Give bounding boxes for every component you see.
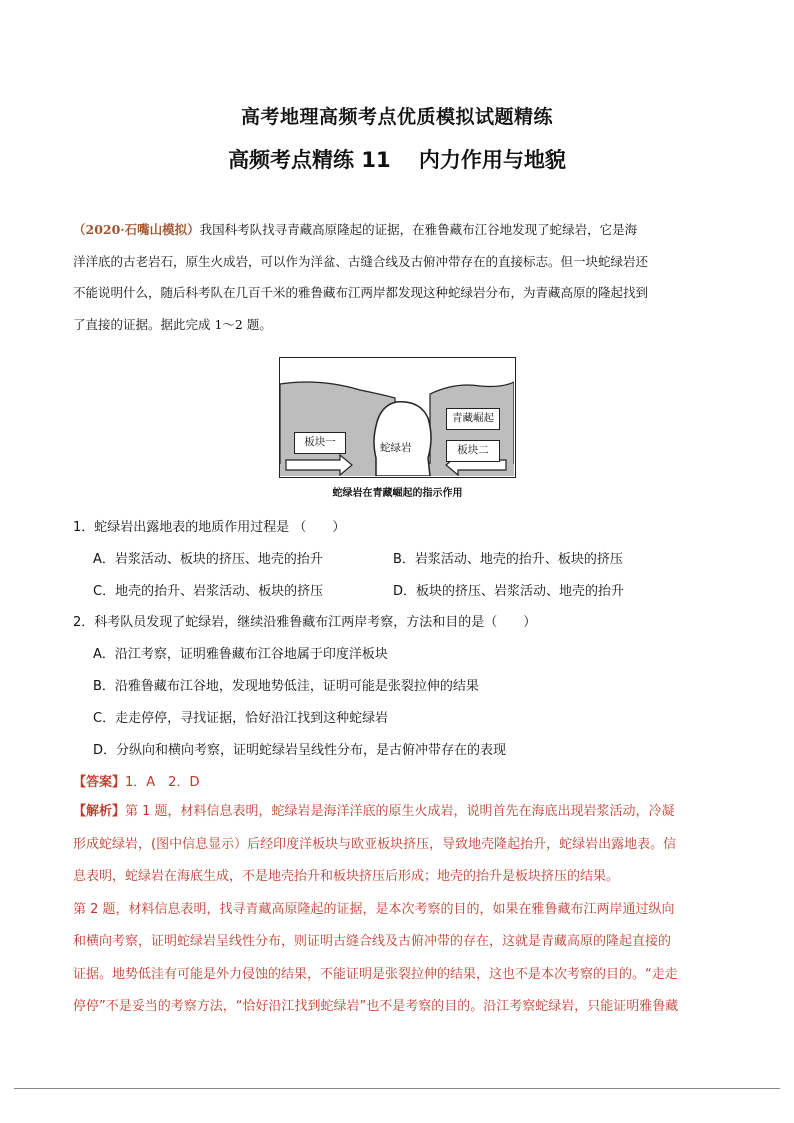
question-1-option-c: C．地壳的抬升、岩浆活动、板块的挤压 [93,584,324,599]
answer-text: 1．A 2．D [125,775,200,790]
question-1-option-a: A．岩浆活动、板块的挤压、地壳的抬升 [93,552,323,567]
question-2-stem: 2．科考队员发现了蛇绿岩，继续沿雅鲁藏布江两岸考察，方法和目的是（ ） [73,615,537,630]
intro-line-1 [73,214,723,246]
question-1-stem: 1．蛇绿岩出露地表的地质作用过程是 （ ） [73,520,346,535]
document-title: 高考地理高频考点优质模拟试题精练 [240,106,553,128]
figure-caption: 蛇绿岩在青藏崛起的指示作用 [332,488,463,499]
question-2-option-a: A．沿江考察，证明雅鲁藏布江谷地属于印度洋板块 [93,647,388,662]
analysis-label: 【解析】 [73,804,126,819]
page-divider [14,1088,780,1089]
source-tag: （2020·石嘴山模拟） [73,222,200,237]
plate-two-label: 板块二 [446,440,500,462]
question-1-option-d: D．板块的挤压、岩浆活动、地壳的抬升 [393,584,625,599]
analysis-line-2: 形成蛇绿岩，(图中信息显示）后经印度洋板块与欧亚板块挤压，导致地壳隆起抬升，蛇绿岩出露地表。信 [73,836,677,852]
ophiolite-diagram [279,357,516,478]
analysis-line-1 [73,796,725,829]
question-1-option-b: B．岩浆活动、地壳的抬升、板块的挤压 [393,552,623,567]
question-2-option-c: C．走走停停，寻找证据，恰好沿江找到这种蛇绿岩 [93,711,389,726]
answer-line [73,771,199,790]
plate-one-label: 板块一 [294,432,346,454]
intro-line-3: 不能说明什么，随后科考队在几百千米的雅鲁藏布江两岸都发现这种蛇绿岩分布，为青藏高原的隆起找到 [73,285,649,300]
analysis-line-7: 停停”不是妥当的考察方法，“恰好沿江找到蛇绿岩”也不是考察的目的。沿江考察蛇绿岩，只能证明雅鲁藏 [73,999,679,1014]
answer-label: 【答案】 [73,775,126,790]
analysis-text-1: 第 1 题，材料信息表明，蛇绿岩是海洋洋底的原生火成岩，说明首先在海底出现岩浆活动，冷凝 [125,804,675,819]
question-2-option-b: B．沿雅鲁藏布江谷地，发现地势低洼，证明可能是张裂拉伸的结果 [93,679,479,694]
document-subtitle: 高频考点精练 11 内力作用与地貌 [228,148,566,172]
analysis-line-4: 第 2 题，材料信息表明，找寻青藏高原隆起的证据，是本次考察的目的，如果在雅鲁藏布江两岸通过纵向 [73,901,675,917]
intro-line-2: 洋洋底的古老岩石，原生火成岩，可以作为洋盆、古缝合线及古俯冲带存在的直接标志。但一块蛇绿岩还 [73,253,649,269]
analysis-line-3: 息表明，蛇绿岩在海底生成，不是地壳抬升和板块挤压后形成；地壳的抬升是板块挤压的结果。 [73,869,620,884]
question-2-option-d: D．分纵向和横向考察，证明蛇绿岩呈线性分布，是古俯冲带存在的表现 [93,743,507,758]
analysis-line-6: 证据。地势低洼有可能是外力侵蚀的结果，不能证明是张裂拉伸的结果，这也不是本次考察的目的。“走走 [73,966,678,982]
uplift-label: 青藏崛起 [446,408,500,430]
ophiolite-label: 蛇绿岩 [380,442,412,454]
analysis-line-5: 和横向考察，证明蛇绿岩呈线性分布，则证明古缝合线及古俯冲带的存在，这就是青藏高原的隆起直接的 [73,934,672,949]
intro-line-4: 了直接的证据。据此完成 1～2 题。 [73,316,272,332]
analysis-block [73,796,725,1024]
intro-text-1: 我国科考队找寻青藏高原隆起的证据，在雅鲁藏布江谷地发现了蛇绿岩，它是海 [199,222,638,237]
intro-paragraph [73,214,723,340]
